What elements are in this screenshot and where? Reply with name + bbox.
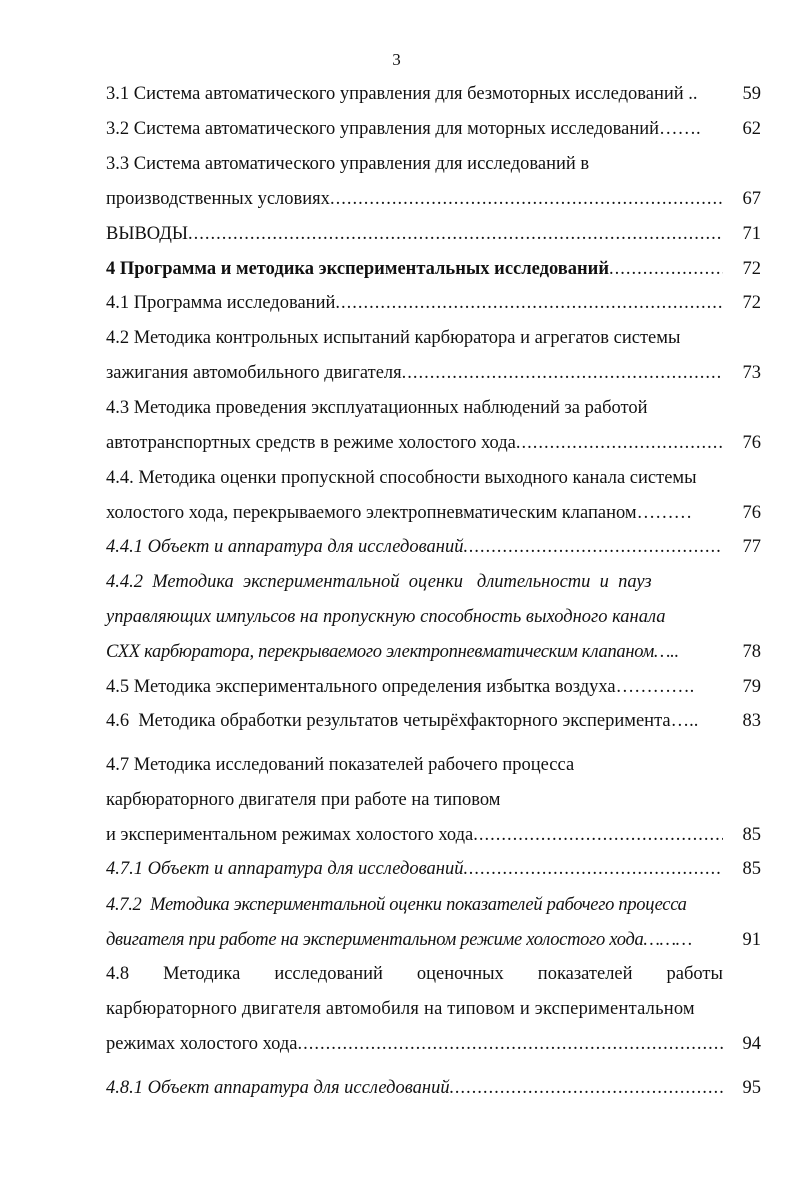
toc-entry-page: 76	[742, 503, 761, 523]
toc-entry-title: 4.8.1 Объект аппаратура для исследований	[106, 1078, 450, 1098]
toc-entry-title-line-2: двигателя при работе на экспериментальном режиме холостого хода………	[106, 930, 692, 950]
toc-entry-title-line-3: режимах холостого хода	[106, 1034, 298, 1054]
toc-entry-title-line-1: 4.4. Методика оценки пропускной способности выходного канала системы	[106, 468, 697, 488]
toc-entry-page: 59	[742, 84, 761, 104]
toc-entry-page: 85	[742, 825, 761, 845]
toc-entry-title-line-1: 3.3 Система автоматического управления для исследований в	[106, 154, 590, 174]
word-4-8: 4.8	[106, 964, 130, 984]
toc-entry-page: 77	[742, 537, 761, 557]
toc-entry-page: 78	[742, 642, 761, 662]
toc-entry-title-line-1: 4.4.2 Методика экспериментальной оценки длительности и пауз	[106, 572, 652, 592]
leader-dots	[188, 222, 723, 246]
toc-entry-title-line-2: карбюраторного двигателя при работе на типовом	[106, 790, 501, 810]
toc-entry-page: 73	[742, 363, 761, 383]
toc-entry-title: 3.1 Система автоматического управления для безмоторных исследований ..	[106, 84, 698, 104]
toc-entry-title-line-1: 4.2 Методика контрольных испытаний карбюратора и агрегатов системы	[106, 328, 681, 348]
leader-dots	[473, 823, 723, 847]
toc-entry-page: 62	[742, 119, 761, 139]
word-2: исследований	[274, 964, 383, 984]
toc-entry-title-line-2: управляющих импульсов на пропускную способность выходного канала	[106, 607, 666, 627]
toc-entry-title-line-1	[106, 962, 723, 986]
leader-dots	[609, 257, 723, 281]
toc-entry-title: 4 Программа и методика экспериментальных исследований	[106, 259, 609, 279]
toc-entry-title: 4.7.1 Объект и аппаратура для исследований	[106, 859, 464, 879]
toc-entry-title: 4.5 Методика экспериментального определения избытка воздуха………….	[106, 677, 695, 697]
toc-entry-page: 94	[742, 1034, 761, 1054]
toc-entry-page: 67	[742, 189, 761, 209]
leader-dots	[298, 1032, 724, 1056]
leader-dots	[450, 1076, 723, 1100]
word-4: показателей	[537, 964, 633, 984]
leader-dots	[463, 535, 723, 559]
leader-dots	[516, 431, 723, 455]
toc-entry-title: ВЫВОДЫ	[106, 224, 189, 244]
toc-entry-title-line-3: и экспериментальном режимах холостого хода	[106, 825, 474, 845]
word-3: оценочных	[416, 964, 504, 984]
toc-entry-title: 4.4.1 Объект и аппаратура для исследований	[106, 537, 464, 557]
toc-entry-title-line-2: производственных условиях	[106, 189, 330, 209]
toc-entry-title-line-1: 4.7.2 Методика экспериментальной оценки показателей рабочего процесса	[106, 895, 687, 915]
toc-entry-page: 85	[742, 859, 761, 879]
toc-entry-title: 3.2 Система автоматического управления для моторных исследований…….	[106, 119, 701, 139]
toc-entry-page: 83	[742, 711, 761, 731]
toc-entry-title-line-2: автотранспортных средств в режиме холостого хода	[106, 433, 516, 453]
leader-dots	[463, 857, 723, 881]
toc-entry-page: 79	[742, 677, 761, 697]
toc-entry-title-line-3: СХХ карбюратора, перекрываемого электропневматическим клапаном…..	[106, 642, 679, 662]
toc-entry-title-line-1: 4.3 Методика проведения эксплуатационных наблюдений за работой	[106, 398, 648, 418]
leader-dots	[335, 291, 723, 315]
leader-dots	[330, 187, 723, 211]
toc-entry-page: 72	[742, 259, 761, 279]
page-number: 3	[392, 50, 401, 69]
toc-entry-title-line-2: карбюраторного двигателя автомобиля на типовом и экспериментальном	[106, 999, 695, 1019]
toc-entry-page: 91	[742, 930, 761, 950]
toc-entry-title: 4.1 Программа исследований	[106, 293, 336, 313]
word-1: Методика	[163, 964, 241, 984]
toc-entry-title: 4.6 Методика обработки результатов четырёхфакторного эксперимента…..	[106, 711, 699, 731]
toc-entry-page: 72	[742, 293, 761, 313]
toc-entry-page: 76	[742, 433, 761, 453]
toc-entry-title-line-2: зажигания автомобильного двигателя	[106, 363, 402, 383]
word-5: работы	[666, 964, 723, 984]
toc-entry-title-line-2: холостого хода, перекрываемого электропневматическим клапаном………	[106, 503, 693, 523]
toc-entry-page: 71	[742, 224, 761, 244]
toc-entry-page: 95	[742, 1078, 761, 1098]
leader-dots	[402, 361, 723, 385]
toc-entry-title-line-1: 4.7 Методика исследований показателей рабочего процесса	[106, 755, 575, 775]
